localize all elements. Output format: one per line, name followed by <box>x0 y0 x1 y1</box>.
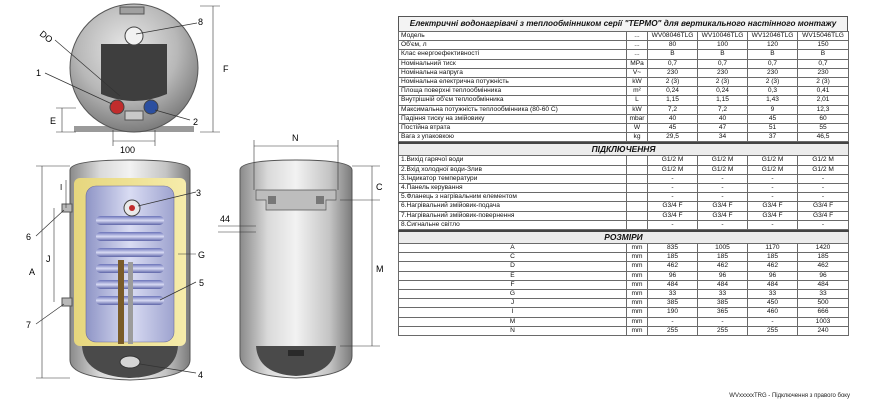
row-label: N <box>399 326 627 335</box>
row-value: 40 <box>648 114 698 123</box>
row-unit: mm <box>627 262 648 271</box>
row-unit: ... <box>627 41 648 50</box>
dim-label-c: C <box>376 182 383 192</box>
dim-label-e: E <box>50 116 57 126</box>
dimension-row <box>399 299 849 308</box>
row-value: 185 <box>798 253 849 262</box>
spec-row <box>399 68 849 77</box>
row-value: 2 (3) <box>648 78 698 87</box>
dimension-row <box>399 290 849 299</box>
spec-row <box>399 124 849 133</box>
callout-3: 3 <box>196 188 202 198</box>
row-value: 9 <box>748 105 798 114</box>
dim-label-do: DO <box>37 28 55 45</box>
row-value: 484 <box>798 280 849 289</box>
row-label: C <box>399 253 627 262</box>
row-unit <box>627 156 648 165</box>
row-value: 230 <box>648 68 698 77</box>
row-value: 2 (3) <box>698 78 748 87</box>
model-name: WV08046TLG <box>648 32 698 41</box>
spec-row <box>399 41 849 50</box>
hot-water-outlet <box>110 100 124 114</box>
row-value: G1/2 M <box>798 165 849 174</box>
callout-1: 1 <box>36 68 42 78</box>
row-value: 80 <box>648 41 698 50</box>
connection-row <box>399 174 849 183</box>
row-value: 1005 <box>698 244 748 253</box>
signal-light-housing <box>125 27 143 45</box>
dimension-row <box>399 326 849 335</box>
row-label: 2.Вхід холодної води-Злив <box>399 165 627 174</box>
row-value: G3/4 F <box>698 211 748 220</box>
spec-row <box>399 59 849 68</box>
top-view-connector-block <box>125 111 143 120</box>
row-value: 190 <box>648 308 698 317</box>
spec-table-title: Електричні водонагрівачі з теплообмінником серії "ТЕРМО" для вертикального настінного монтажу <box>398 16 848 31</box>
row-unit <box>627 211 648 220</box>
row-value: 1,43 <box>748 96 798 105</box>
row-value: 462 <box>698 262 748 271</box>
row-label: Постійна втрата <box>399 124 627 133</box>
row-value: G3/4 F <box>798 202 849 211</box>
row-label: Об'єм, л <box>399 41 627 50</box>
connection-row <box>399 202 849 211</box>
row-value: 230 <box>698 68 748 77</box>
row-value: 2,01 <box>798 96 849 105</box>
row-value: 500 <box>798 299 849 308</box>
row-value: 0,24 <box>698 87 748 96</box>
row-unit <box>627 174 648 183</box>
cross-section-view <box>26 160 205 380</box>
row-value: 450 <box>748 299 798 308</box>
dim-label-n: N <box>292 133 299 143</box>
heating-element <box>118 260 124 344</box>
dimensions-section-title: РОЗМІРИ <box>399 231 849 244</box>
row-label: I <box>399 308 627 317</box>
connection-row <box>399 193 849 202</box>
row-value: 40 <box>698 114 748 123</box>
row-value: - <box>648 193 698 202</box>
row-value: 150 <box>798 41 849 50</box>
connection-row <box>399 165 849 174</box>
dimensions-table <box>398 230 849 336</box>
spec-row <box>399 78 849 87</box>
row-value: B <box>798 50 849 59</box>
row-value: 1,15 <box>698 96 748 105</box>
row-value: 0,7 <box>748 59 798 68</box>
mounting-slot-right <box>316 196 324 204</box>
row-value: - <box>748 317 798 326</box>
row-label: Вага з упаковкою <box>399 133 627 142</box>
row-value: 120 <box>748 41 798 50</box>
row-value: G3/4 F <box>798 211 849 220</box>
footnote: WVxxxxxTRG - Підключення з правого боку <box>729 393 850 399</box>
top-bracket <box>120 7 144 14</box>
model-name: WV12046TLG <box>748 32 798 41</box>
row-value: 33 <box>648 290 698 299</box>
dim-label-g: G <box>198 250 206 260</box>
row-unit: kW <box>627 78 648 87</box>
row-value: 12,3 <box>798 105 849 114</box>
row-value: - <box>698 193 748 202</box>
row-value: - <box>698 174 748 183</box>
row-value: 2 (3) <box>748 78 798 87</box>
header-unit: ... <box>627 32 648 41</box>
row-value: G1/2 M <box>648 156 698 165</box>
coil-return-fitting <box>62 298 72 306</box>
row-label: Номінальний тиск <box>399 59 627 68</box>
dim-label-j: J <box>46 254 51 264</box>
row-value: G3/4 F <box>648 211 698 220</box>
row-value: 47 <box>698 124 748 133</box>
row-value: 385 <box>698 299 748 308</box>
row-value: B <box>748 50 798 59</box>
thermostat-tube <box>128 262 133 344</box>
row-value: 460 <box>748 308 798 317</box>
spec-row <box>399 133 849 142</box>
leader-line-6 <box>36 210 64 236</box>
row-unit: kW <box>627 105 648 114</box>
row-value: 7,2 <box>648 105 698 114</box>
row-unit <box>627 202 648 211</box>
connections-table <box>398 142 849 230</box>
row-value: 1420 <box>798 244 849 253</box>
row-unit: W <box>627 124 648 133</box>
dimension-row <box>399 280 849 289</box>
row-value: 666 <box>798 308 849 317</box>
row-value: 2 (3) <box>798 78 849 87</box>
row-unit: m² <box>627 87 648 96</box>
row-value: - <box>648 174 698 183</box>
row-value: G1/2 M <box>648 165 698 174</box>
row-value: 0,7 <box>798 59 849 68</box>
callout-4: 4 <box>198 370 204 380</box>
dim-label-i: I <box>60 183 63 192</box>
row-value: 230 <box>798 68 849 77</box>
row-label: 8.Сигнальне світло <box>399 220 627 229</box>
row-value: 0,41 <box>798 87 849 96</box>
row-unit: mm <box>627 280 648 289</box>
row-value: G3/4 F <box>648 202 698 211</box>
temperature-indicator-needle <box>129 205 135 211</box>
header-label: Модель <box>399 32 627 41</box>
dim-label-a: A <box>29 267 36 277</box>
row-value: 37 <box>748 133 798 142</box>
row-value: 1170 <box>748 244 798 253</box>
row-value: 34 <box>698 133 748 142</box>
row-value: 385 <box>648 299 698 308</box>
dimension-row <box>399 271 849 280</box>
row-value: G1/2 M <box>748 165 798 174</box>
row-value: 7,2 <box>698 105 748 114</box>
spec-row <box>399 114 849 123</box>
row-value: 462 <box>648 262 698 271</box>
row-value: - <box>798 193 849 202</box>
row-value: 55 <box>798 124 849 133</box>
model-name: WV10046TLG <box>698 32 748 41</box>
dimension-row <box>399 253 849 262</box>
connection-row <box>399 220 849 229</box>
callout-8: 8 <box>198 17 204 27</box>
row-unit: V~ <box>627 68 648 77</box>
row-value: G1/2 M <box>698 156 748 165</box>
dimensions-section <box>399 231 849 244</box>
rear-cable-entry <box>288 350 304 356</box>
connections-section <box>399 143 849 156</box>
row-value: - <box>748 184 798 193</box>
row-value: 484 <box>698 280 748 289</box>
row-value: - <box>798 220 849 229</box>
row-value: 255 <box>648 326 698 335</box>
row-value: G1/2 M <box>698 165 748 174</box>
row-value: - <box>648 220 698 229</box>
row-unit <box>627 193 648 202</box>
row-label: 7.Нагрівальний змійовик-повернення <box>399 211 627 220</box>
row-value: 1003 <box>798 317 849 326</box>
row-value: - <box>648 317 698 326</box>
row-value: 462 <box>748 262 798 271</box>
row-value: 33 <box>698 290 748 299</box>
row-label: 1.Вихід гарячої води <box>399 156 627 165</box>
row-value: - <box>748 220 798 229</box>
row-unit: mm <box>627 271 648 280</box>
control-panel-knob <box>120 356 140 368</box>
row-value: 462 <box>798 262 849 271</box>
row-value: 96 <box>698 271 748 280</box>
row-label: E <box>399 271 627 280</box>
model-name: WV15046TLG <box>798 32 849 41</box>
dimension-row <box>399 308 849 317</box>
top-view-cap <box>101 44 167 101</box>
row-value: 240 <box>798 326 849 335</box>
spec-row <box>399 50 849 59</box>
row-label: G <box>399 290 627 299</box>
callout-7: 7 <box>26 320 32 330</box>
row-value: B <box>648 50 698 59</box>
row-label: 4.Панель керування <box>399 184 627 193</box>
row-unit: mm <box>627 253 648 262</box>
dimension-row <box>399 244 849 253</box>
row-value: 29,5 <box>648 133 698 142</box>
dim-label-f: F <box>223 64 229 74</box>
row-label: F <box>399 280 627 289</box>
connection-row <box>399 184 849 193</box>
row-unit: mm <box>627 317 648 326</box>
leader-line-7 <box>36 304 64 324</box>
row-value: - <box>798 174 849 183</box>
row-label: 6.Нагрівальний змійовик-подача <box>399 202 627 211</box>
mounting-slot-left <box>268 196 276 204</box>
row-label: J <box>399 299 627 308</box>
row-value: - <box>648 184 698 193</box>
dimension-row <box>399 262 849 271</box>
row-value: 1,15 <box>648 96 698 105</box>
row-value: 365 <box>698 308 748 317</box>
row-value: - <box>798 184 849 193</box>
row-value: 96 <box>648 271 698 280</box>
spec-row <box>399 96 849 105</box>
row-value: G1/2 M <box>748 156 798 165</box>
row-label: Площа поверхні теплообмінника <box>399 87 627 96</box>
row-value: 484 <box>748 280 798 289</box>
row-value: 51 <box>748 124 798 133</box>
row-value: G3/4 F <box>748 211 798 220</box>
row-value: 0,24 <box>648 87 698 96</box>
row-label: Клас енергоефективності <box>399 50 627 59</box>
row-unit: mm <box>627 244 648 253</box>
row-value: 185 <box>648 253 698 262</box>
spec-row <box>399 87 849 96</box>
row-value: 835 <box>648 244 698 253</box>
dim-label-m: M <box>376 264 384 274</box>
row-unit <box>627 220 648 229</box>
row-unit: kg <box>627 133 648 142</box>
row-value: - <box>698 317 748 326</box>
row-value: - <box>748 193 798 202</box>
row-value: 255 <box>748 326 798 335</box>
row-value: 255 <box>698 326 748 335</box>
row-unit: L <box>627 96 648 105</box>
row-value: 45 <box>748 114 798 123</box>
row-value: 230 <box>748 68 798 77</box>
row-unit: MPa <box>627 59 648 68</box>
connection-row <box>399 211 849 220</box>
row-unit: ... <box>627 50 648 59</box>
row-label: Падіння тиску на змійовику <box>399 114 627 123</box>
row-value: B <box>698 50 748 59</box>
row-value: 96 <box>748 271 798 280</box>
row-unit <box>627 184 648 193</box>
row-label: Максимальна потужність теплообмінника (80-60 С) <box>399 105 627 114</box>
cold-water-inlet <box>144 100 158 114</box>
row-value: G1/2 M <box>798 156 849 165</box>
dim-label-44: 44 <box>220 214 231 224</box>
row-value: 185 <box>748 253 798 262</box>
row-unit: mm <box>627 308 648 317</box>
row-value: 45 <box>648 124 698 133</box>
row-unit <box>627 165 648 174</box>
row-value: G3/4 F <box>698 202 748 211</box>
row-value: - <box>698 184 748 193</box>
callout-2: 2 <box>193 117 199 127</box>
row-label: A <box>399 244 627 253</box>
row-unit: mm <box>627 299 648 308</box>
row-label: 3.Індикатор температури <box>399 174 627 183</box>
spec-tables <box>398 16 848 336</box>
row-value: 96 <box>798 271 849 280</box>
model-header-row <box>399 32 849 41</box>
row-unit: mm <box>627 290 648 299</box>
callout-6: 6 <box>26 232 32 242</box>
spec-row <box>399 105 849 114</box>
row-value: 46,5 <box>798 133 849 142</box>
connection-row <box>399 156 849 165</box>
row-value: - <box>698 220 748 229</box>
dimension-row <box>399 317 849 326</box>
water-heater-technical-drawing <box>0 0 392 406</box>
top-view <box>36 4 229 155</box>
row-unit: mbar <box>627 114 648 123</box>
rear-view <box>218 133 384 378</box>
row-value: 33 <box>798 290 849 299</box>
callout-5: 5 <box>199 278 205 288</box>
row-value: 100 <box>698 41 748 50</box>
row-value: 60 <box>798 114 849 123</box>
row-label: D <box>399 262 627 271</box>
row-value: 185 <box>698 253 748 262</box>
row-label: Номінальна електрична потужність <box>399 78 627 87</box>
row-label: M <box>399 317 627 326</box>
row-value: - <box>748 174 798 183</box>
row-value: 484 <box>648 280 698 289</box>
row-label: 5.Фланець з нагрівальним елементом <box>399 193 627 202</box>
connections-section-title: ПІДКЛЮЧЕННЯ <box>399 143 849 156</box>
row-value: 0,3 <box>748 87 798 96</box>
row-value: 0,7 <box>648 59 698 68</box>
row-label: Номінальна напруга <box>399 68 627 77</box>
row-label: Внутрішній об'єм теплообмінника <box>399 96 627 105</box>
dim-label-100: 100 <box>120 145 136 155</box>
row-value: G3/4 F <box>748 202 798 211</box>
row-unit: mm <box>627 326 648 335</box>
row-value: 0,7 <box>698 59 748 68</box>
spec-table <box>398 31 849 142</box>
row-value: 33 <box>748 290 798 299</box>
